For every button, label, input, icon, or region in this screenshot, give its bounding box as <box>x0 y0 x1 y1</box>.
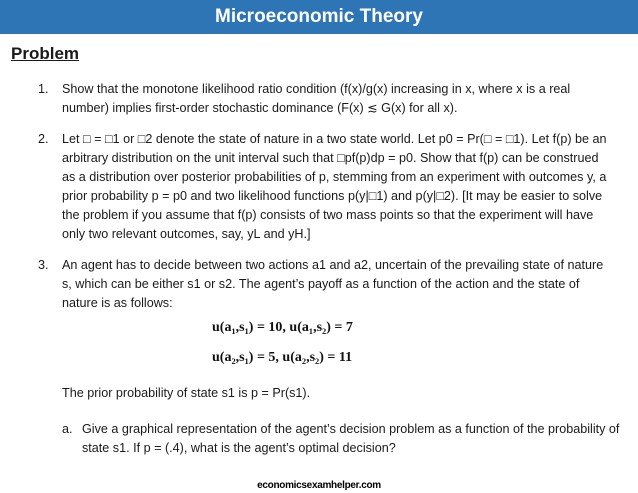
payoff-formula-1: u(a₁,s₁) = 10, u(a₁,s₂) = 7 <box>212 320 353 335</box>
problem-number: 2. <box>38 132 49 146</box>
sub-item-letter: a. <box>62 422 73 436</box>
problem-number: 1. <box>38 82 49 96</box>
slide-title-bar <box>0 0 638 34</box>
footer-watermark: economicsexamhelper.com <box>257 480 381 491</box>
problem-item-1 <box>38 80 613 118</box>
sub-item-a <box>62 420 622 458</box>
slide-title: Microeconomic Theory <box>215 6 423 27</box>
problem-item-3 <box>38 256 613 313</box>
prior-probability-text: The prior probability of state s1 is p = Pr(s1). <box>62 386 311 400</box>
problem-text: An agent has to decide between two actions a1 and a2, uncertain of the prevailing state of nature s, which can be either s1 or s2. The agent’s payoff as a function of the action and the state of nature is as follows: <box>62 258 604 310</box>
section-title: Problem <box>11 44 80 63</box>
problem-text: Let □ = □1 or □2 denote the state of nature in a two state world. Let p0 = Pr(□ = □1). Let f(p) be an arbitrary distribution on the unit interval such that □pf(p)dp = p0. Show that f(p) can be construed as a distribution over posterior probabilities of p, stemming from an experiment with outcomes y, a prior probability p = p0 and two likelihood functions p(y|□1) and p(y|□2). [It may be easier to solve the problem if you assume that f(p) consists of two mass points so that the experiment will have only two relevant outcomes, say, yL and yH.] <box>62 132 607 241</box>
payoff-formula-2: u(a₂,s₁) = 5, u(a₂,s₂) = 11 <box>212 350 353 365</box>
sub-item-text: Give a graphical representation of the agent’s decision problem as a function of the probability of state s1. If p = (.4), what is the agent’s optimal decision? <box>82 422 620 455</box>
problem-text: Show that the monotone likelihood ratio condition (f(x)/g(x) increasing in x, where x is a real number) implies first-order stochastic dominance (F(x) ≲ G(x) for all x). <box>62 82 571 115</box>
problem-item-2 <box>38 130 613 244</box>
problem-number: 3. <box>38 258 49 272</box>
